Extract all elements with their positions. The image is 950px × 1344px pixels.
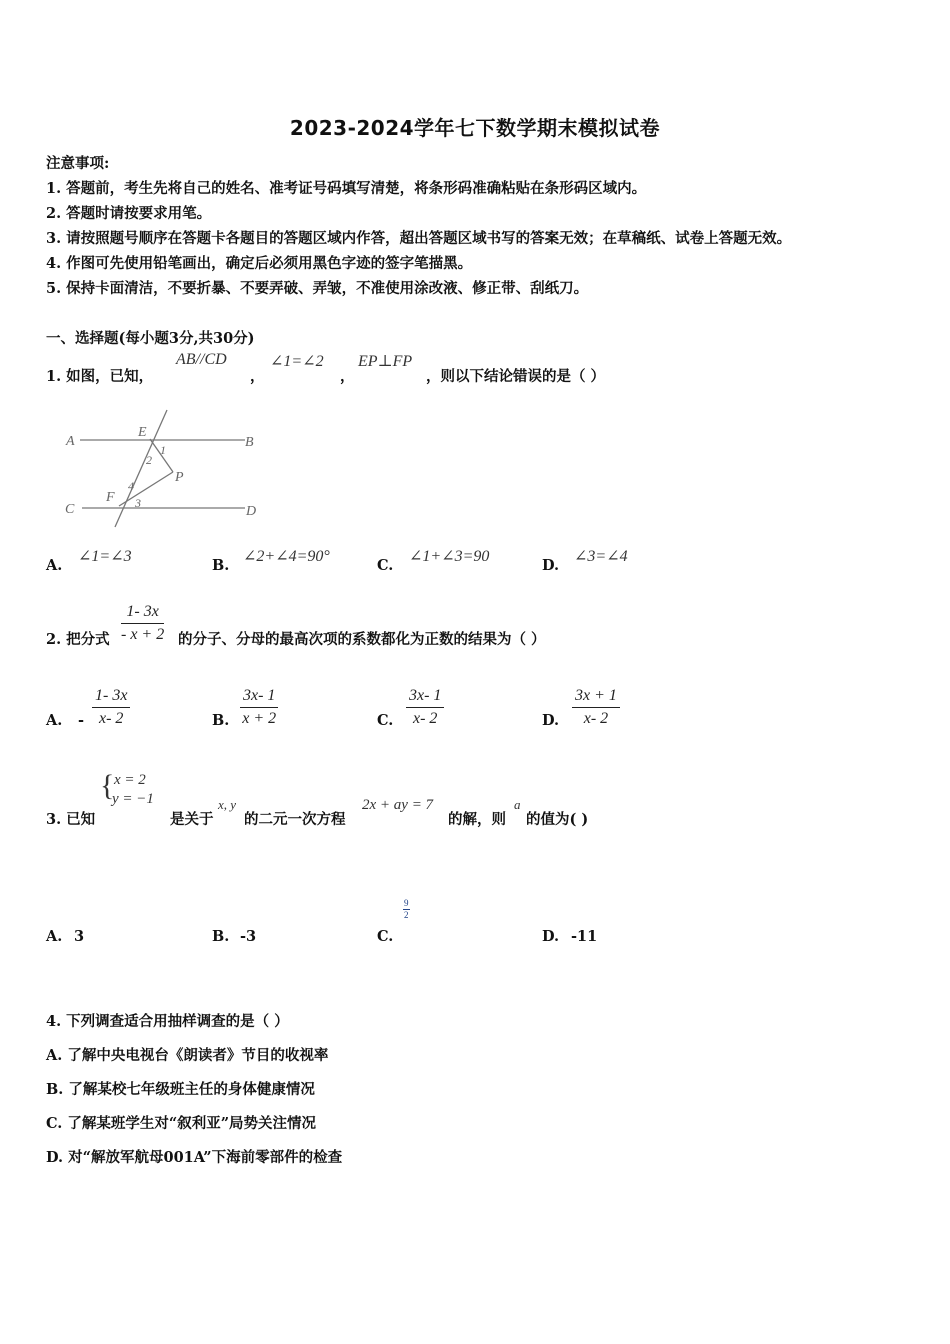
q2-option-a-denominator: x- 2 <box>99 710 124 727</box>
notice-item: 3. 请按照题号顺序在答题卡各题目的答题区域内作答，超出答题区域书写的答案无效；在草稿纸、试卷上答题无效。 <box>46 230 792 247</box>
q2-fraction-denominator: - x + 2 <box>121 626 165 643</box>
label-a: A <box>66 434 75 449</box>
q2-option-b-letter[interactable]: B. <box>212 712 230 729</box>
q1-option-a-letter[interactable]: A. <box>46 557 63 574</box>
q3-text: 的解，则 <box>448 811 506 828</box>
q2-option-d[interactable] <box>572 685 620 730</box>
q3-option-a[interactable]: 3 <box>74 928 85 945</box>
q1-option-d-letter[interactable]: D. <box>542 557 560 574</box>
label-angle-4: 4 <box>128 479 134 493</box>
q2-option-d-denominator: x- 2 <box>583 710 609 727</box>
q2-option-a-numerator: 1- 3x <box>92 685 130 708</box>
q3-option-c-letter[interactable]: C. <box>377 928 394 945</box>
q1-option-d[interactable]: ∠3=∠4 <box>574 548 628 565</box>
q2-option-d-letter[interactable]: D. <box>542 712 560 729</box>
page-title: 2023-2024学年七下数学期末模拟试卷 <box>289 116 661 140</box>
q1-option-c-letter[interactable]: C. <box>377 557 394 574</box>
q3-option-c-numerator: 9 <box>404 898 409 908</box>
q1-condition-angles: ∠1=∠2 <box>270 353 324 370</box>
q2-fraction-numerator: 1- 3x <box>121 601 164 624</box>
q1-sep: ， <box>250 368 265 385</box>
q4-option-c[interactable]: C. 了解某班学生对“叙利亚”局势关注情况 <box>46 1115 317 1132</box>
label-angle-1: 1 <box>160 443 166 457</box>
q3-text: 是关于 <box>170 811 214 828</box>
notice-heading: 注意事项: <box>46 155 110 172</box>
q1-condition-perp: EP⊥FP <box>358 353 413 370</box>
q3-system-brace: { <box>100 769 115 802</box>
q2-option-a-sign[interactable]: - <box>78 712 85 729</box>
q2-option-b-denominator: x + 2 <box>242 710 277 727</box>
q4-option-d[interactable]: D. 对“解放军航母001A”下海前零部件的检查 <box>46 1149 343 1166</box>
q3-option-c[interactable] <box>403 898 410 921</box>
label-e: E <box>138 425 147 440</box>
notice-item: 1. 答题前，考生先将自己的姓名、准考证号码填写清楚，将条形码准确粘贴在条形码区域内。 <box>46 180 647 197</box>
q3-system-eq2: y = −1 <box>112 791 154 807</box>
q1-option-a[interactable]: ∠1=∠3 <box>78 548 132 565</box>
label-c: C <box>65 502 75 517</box>
q4-option-a[interactable]: A. 了解中央电视台《朗读者》节目的收视率 <box>46 1047 329 1064</box>
label-f: F <box>106 490 115 505</box>
q3-option-b-letter[interactable]: B. <box>212 928 230 945</box>
q3-option-d[interactable]: -11 <box>571 928 598 945</box>
q1-option-b[interactable]: ∠2+∠4=90° <box>243 548 330 565</box>
q3-system-eq1: x = 2 <box>114 772 146 788</box>
q2-option-b-numerator: 3x- 1 <box>240 685 278 708</box>
q2-option-c-letter[interactable]: C. <box>377 712 394 729</box>
q3-vars: x, y <box>218 797 237 812</box>
q2-suffix: 的分子、分母的最高次项的系数都化为正数的结果为（ ） <box>178 631 546 648</box>
notice-item: 2. 答题时请按要求用笔。 <box>46 205 212 222</box>
q4-stem: 4. 下列调查适合用抽样调查的是（ ） <box>46 1013 289 1030</box>
q2-option-a-letter[interactable]: A. <box>46 712 63 729</box>
label-p: P <box>175 470 184 485</box>
q2-option-d-numerator: 3x + 1 <box>572 685 620 708</box>
q1-option-b-letter[interactable]: B. <box>212 557 230 574</box>
q2-option-c-denominator: x- 2 <box>413 710 438 727</box>
label-d: D <box>246 504 257 519</box>
q3-option-b[interactable]: -3 <box>240 928 257 945</box>
q3-suffix: 的值为( ) <box>526 811 589 828</box>
q1-sep: ， <box>340 368 355 385</box>
notice-item: 4. 作图可先使用铅笔画出，确定后必须用黑色字迹的签字笔描黑。 <box>46 255 473 272</box>
q2-option-c-numerator: 3x- 1 <box>406 685 444 708</box>
q3-option-d-letter[interactable]: D. <box>542 928 560 945</box>
q1-condition-parallel: AB//CD <box>176 351 227 368</box>
q1-prefix: 1. 如图，已知， <box>46 368 154 385</box>
q2-option-a[interactable] <box>92 685 130 730</box>
section-heading: 一、选择题(每小题3分,共30分) <box>46 330 255 347</box>
q2-option-c[interactable] <box>406 685 444 730</box>
q3-equation: 2x + ay = 7 <box>362 797 434 813</box>
label-angle-2: 2 <box>146 453 152 467</box>
q3-var-a: a <box>514 797 521 812</box>
q3-option-c-denominator: 2 <box>404 910 409 920</box>
q3-option-a-letter[interactable]: A. <box>46 928 63 945</box>
notice-item: 5. 保持卡面清洁，不要折暴、不要弄破、弄皱，不准使用涂改液、修正带、刮纸刀。 <box>46 280 589 297</box>
q2-fraction <box>121 601 164 646</box>
label-angle-3: 3 <box>135 496 141 510</box>
q1-option-c[interactable]: ∠1+∠3=90 <box>409 548 490 565</box>
q2-prefix: 2. 把分式 <box>46 631 110 648</box>
q4-option-b[interactable]: B. 了解某校七年级班主任的身体健康情况 <box>46 1081 315 1098</box>
q1-suffix: ，则以下结论错误的是（ ） <box>426 368 606 385</box>
q2-option-b[interactable] <box>240 685 278 730</box>
label-b: B <box>245 435 254 450</box>
geometry-figure <box>60 405 270 530</box>
q3-prefix: 3. 已知 <box>46 811 96 828</box>
q3-text: 的二元一次方程 <box>244 811 346 828</box>
